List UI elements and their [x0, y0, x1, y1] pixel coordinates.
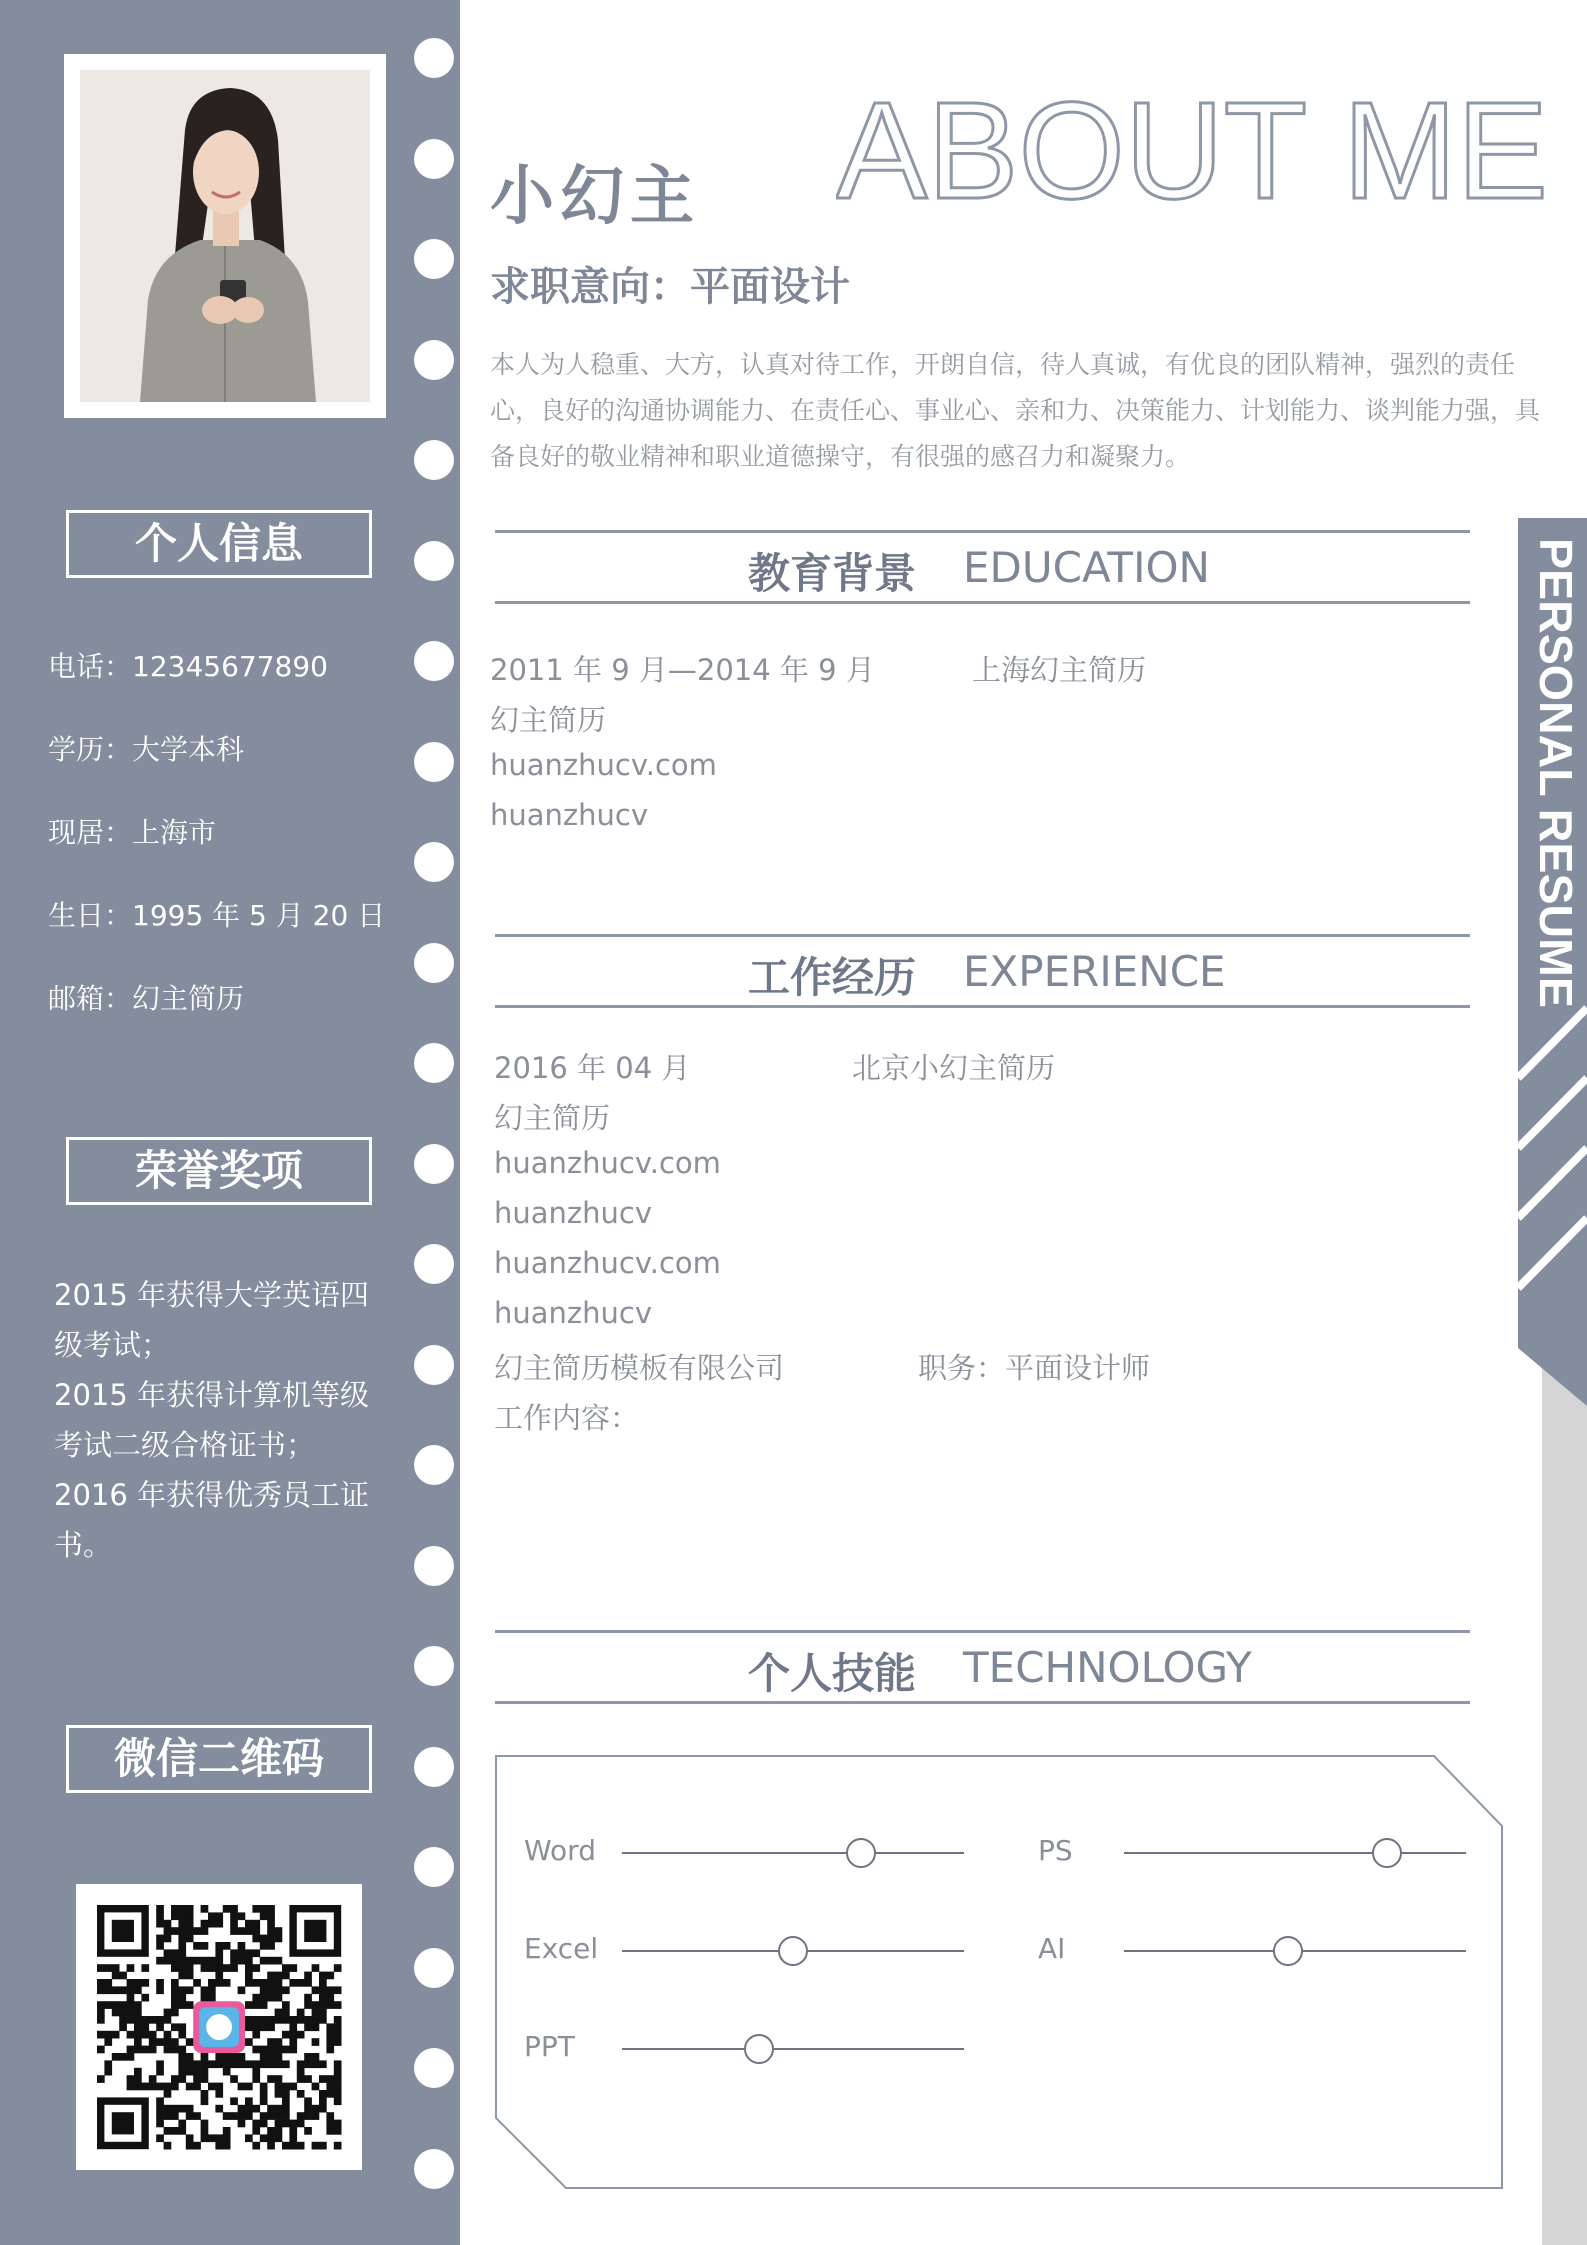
binder-hole — [414, 742, 454, 782]
binder-hole — [414, 1847, 454, 1887]
education-line: huanzhucv.com — [490, 748, 717, 782]
self-introduction: 本人为人稳重、大方，认真对待工作，开朗自信，待人真诚，有优良的团队精神，强烈的责任心，良好的沟通协调能力、在责任心、事业心、亲和力、决策能力、计划能力、谈判能力强，具备良好的敬业精神和职业道德操守，有很强的感召力和凝聚力。 — [490, 350, 1541, 471]
skill-track — [622, 1852, 964, 1854]
experience-date: 2016 年 04 月 — [494, 1051, 691, 1085]
skill-label: PS — [1038, 1834, 1073, 1867]
skills-title-cn: 个人技能 — [748, 1649, 917, 1698]
binder-hole — [414, 239, 454, 279]
person-photo-illustration — [80, 70, 370, 402]
binder-hole — [414, 340, 454, 380]
honors-list — [54, 1270, 384, 1570]
binder-hole — [414, 1445, 454, 1485]
experience-employer: 幻主简历模板有限公司 — [494, 1351, 785, 1385]
binder-hole — [414, 2048, 454, 2088]
binder-holes — [410, 0, 460, 2245]
info-email: 邮箱：幻主简历 — [48, 982, 245, 1015]
honor-line: 2015 年获得大学英语四 — [54, 1278, 370, 1312]
job-intent: 求职意向：平面设计 — [490, 264, 850, 310]
skills-panel — [494, 1754, 1504, 2190]
wechat-qr-code — [76, 1884, 362, 2170]
profile-photo-frame — [64, 54, 386, 418]
binder-hole — [414, 1546, 454, 1586]
skill-track — [1124, 1852, 1466, 1854]
qr-code-icon — [76, 1884, 362, 2170]
binder-hole — [414, 139, 454, 179]
skill-label: PPT — [524, 2030, 575, 2063]
person-name: 小幻主 — [490, 160, 700, 234]
skills-section-header — [495, 1630, 1470, 1704]
ribbon-text: PERSONAL RESUME — [1530, 538, 1582, 1003]
info-birthday: 生日：1995 年 5 月 20 日 — [48, 899, 386, 932]
binder-hole — [414, 1948, 454, 1988]
experience-line: huanzhucv — [494, 1296, 652, 1330]
personal-resume-ribbon — [1518, 518, 1587, 2245]
education-title-cn: 教育背景 — [748, 549, 917, 598]
honor-line: 书。 — [54, 1528, 113, 1562]
binder-hole — [414, 1244, 454, 1284]
info-education: 学历：大学本科 — [48, 733, 245, 766]
honor-line: 级考试； — [54, 1328, 171, 1362]
skill-level-knob[interactable] — [744, 2034, 774, 2064]
honors-heading: 荣誉奖项 — [66, 1137, 372, 1205]
binder-hole — [414, 440, 454, 480]
qr-center-logo-icon — [193, 2001, 245, 2053]
binder-hole — [414, 842, 454, 882]
experience-line: huanzhucv.com — [494, 1146, 721, 1180]
honor-line: 2015 年获得计算机等级 — [54, 1378, 370, 1412]
experience-content-label: 工作内容： — [494, 1401, 640, 1435]
skill-level-knob[interactable] — [1273, 1936, 1303, 1966]
binder-hole — [414, 1043, 454, 1083]
binder-hole — [414, 541, 454, 581]
binder-hole — [414, 2149, 454, 2189]
honor-line: 2016 年获得优秀员工证 — [54, 1478, 370, 1512]
experience-position: 职务：平面设计师 — [918, 1351, 1151, 1385]
binder-hole — [414, 1747, 454, 1787]
education-section-header — [495, 530, 1470, 604]
binder-hole — [414, 943, 454, 983]
about-me-text: ABOUT ME — [836, 80, 1548, 210]
experience-title-cn: 工作经历 — [748, 953, 917, 1002]
education-period: 2011 年 9 月—2014 年 9 月 — [490, 653, 875, 687]
experience-line: huanzhucv — [494, 1196, 652, 1230]
education-title-en: EDUCATION — [963, 543, 1210, 592]
binder-hole — [414, 641, 454, 681]
experience-line: huanzhucv.com — [494, 1246, 721, 1280]
profile-photo — [80, 70, 370, 402]
skills-title-en: TECHNOLOGY — [963, 1643, 1252, 1692]
wechat-qr-heading: 微信二维码 — [66, 1725, 372, 1793]
education-school: 上海幻主简历 — [972, 653, 1147, 687]
honor-line: 考试二级合格证书； — [54, 1428, 316, 1462]
experience-title-en: EXPERIENCE — [963, 947, 1226, 996]
skill-label: Word — [524, 1834, 596, 1867]
skill-label: Excel — [524, 1932, 599, 1965]
about-me-outline-title — [836, 80, 1556, 210]
binder-hole — [414, 38, 454, 78]
info-phone: 电话：12345677890 — [48, 650, 328, 683]
skill-track — [622, 2048, 964, 2050]
info-residence: 现居：上海市 — [48, 816, 217, 849]
skill-level-knob[interactable] — [778, 1936, 808, 1966]
education-line: 幻主简历 — [490, 703, 607, 737]
experience-company: 北京小幻主简历 — [852, 1051, 1056, 1085]
binder-hole — [414, 1144, 454, 1184]
experience-section-header — [495, 934, 1470, 1008]
education-line: huanzhucv — [490, 798, 648, 832]
personal-info-heading: 个人信息 — [66, 510, 372, 578]
binder-hole — [414, 1646, 454, 1686]
skill-label: AI — [1038, 1932, 1066, 1965]
experience-line: 幻主简历 — [494, 1101, 611, 1135]
binder-hole — [414, 1345, 454, 1385]
